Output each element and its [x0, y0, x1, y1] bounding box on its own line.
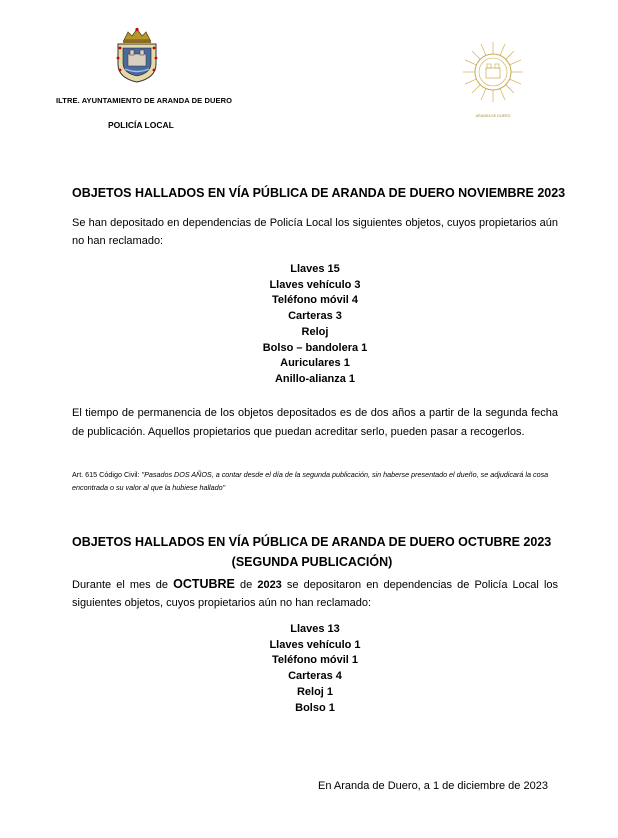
- section2-title: OBJETOS HALLADOS EN VÍA PÚBLICA DE ARANDA DE DUERO OCTUBRE 2023: [72, 535, 552, 549]
- article-reference: Art. 615 Código Civil:: [72, 470, 142, 479]
- list-item: Carteras 3: [288, 310, 342, 323]
- coat-of-arms-logo: [114, 26, 160, 84]
- list-item: Reloj 1: [296, 685, 334, 698]
- list-item: Llaves 13: [290, 623, 340, 635]
- organization-name: ILTRE. AYUNTAMIENTO DE ARANDA DE DUERO: [56, 96, 233, 105]
- intro-text: Durante el mes de: [72, 579, 174, 591]
- closing-date-line: En Aranda de Duero, a 1 de diciembre de 2023: [318, 780, 548, 792]
- civil-code-article: [72, 469, 558, 494]
- list-item: Bolso 1: [295, 701, 335, 714]
- intro-year: 2023: [257, 579, 282, 591]
- permanence-notice: El tiempo de permanencia de los objetos depositados es de dos años a partir de la segunda fecha de publicación. Aquellos propietarios que puedan acreditar serlo, pueden pasar a recogerlos.: [72, 407, 558, 438]
- list-item: Llaves vehículo 1: [269, 638, 361, 651]
- section2-subtitle: (SEGUNDA PUBLICACIÓN): [231, 555, 393, 569]
- list-item: Teléfono móvil 4: [272, 294, 358, 307]
- intro-text: se depositaron en dependencias de Policía Local los siguientes objetos, cuyos propietarios aún no han reclamado:: [72, 579, 559, 609]
- section1-intro: Se han depositado en dependencias de Policía Local los siguientes objetos, cuyos propietarios aún no han reclamado:: [72, 217, 558, 247]
- list-item: Llaves vehículo 3: [269, 278, 361, 291]
- list-item: Llaves 15: [290, 263, 340, 275]
- intro-month: OCTUBRE: [173, 577, 235, 591]
- intro-text: de: [234, 579, 258, 591]
- section2-intro: [72, 575, 558, 612]
- section1-item-list: [200, 262, 430, 388]
- seal-caption: ARANDA DE DUERO: [475, 114, 511, 118]
- section2-heading: [72, 532, 558, 572]
- section1-title: OBJETOS HALLADOS EN VÍA PÚBLICA DE ARANDA DE DUERO NOVIEMBRE 2023: [72, 186, 566, 200]
- list-item: Carteras 4: [288, 670, 342, 683]
- list-item: Bolso – bandolera 1: [262, 341, 368, 354]
- article-quote: "Pasados DOS AÑOS, a contar desde el día de la segunda publicación, sin haberse presentado el dueño, se adjudicará la cosa encontrada o su valor al que la hubiese hallado": [72, 470, 549, 492]
- list-item: Teléfono móvil 1: [272, 654, 358, 667]
- list-item: Anillo-alianza 1: [274, 372, 356, 385]
- municipal-seal-logo: [462, 40, 524, 120]
- section2-item-list: [200, 622, 430, 716]
- department-name: POLICÍA LOCAL: [108, 120, 174, 130]
- list-item: Reloj: [301, 325, 329, 338]
- list-item: Auriculares 1: [280, 357, 350, 370]
